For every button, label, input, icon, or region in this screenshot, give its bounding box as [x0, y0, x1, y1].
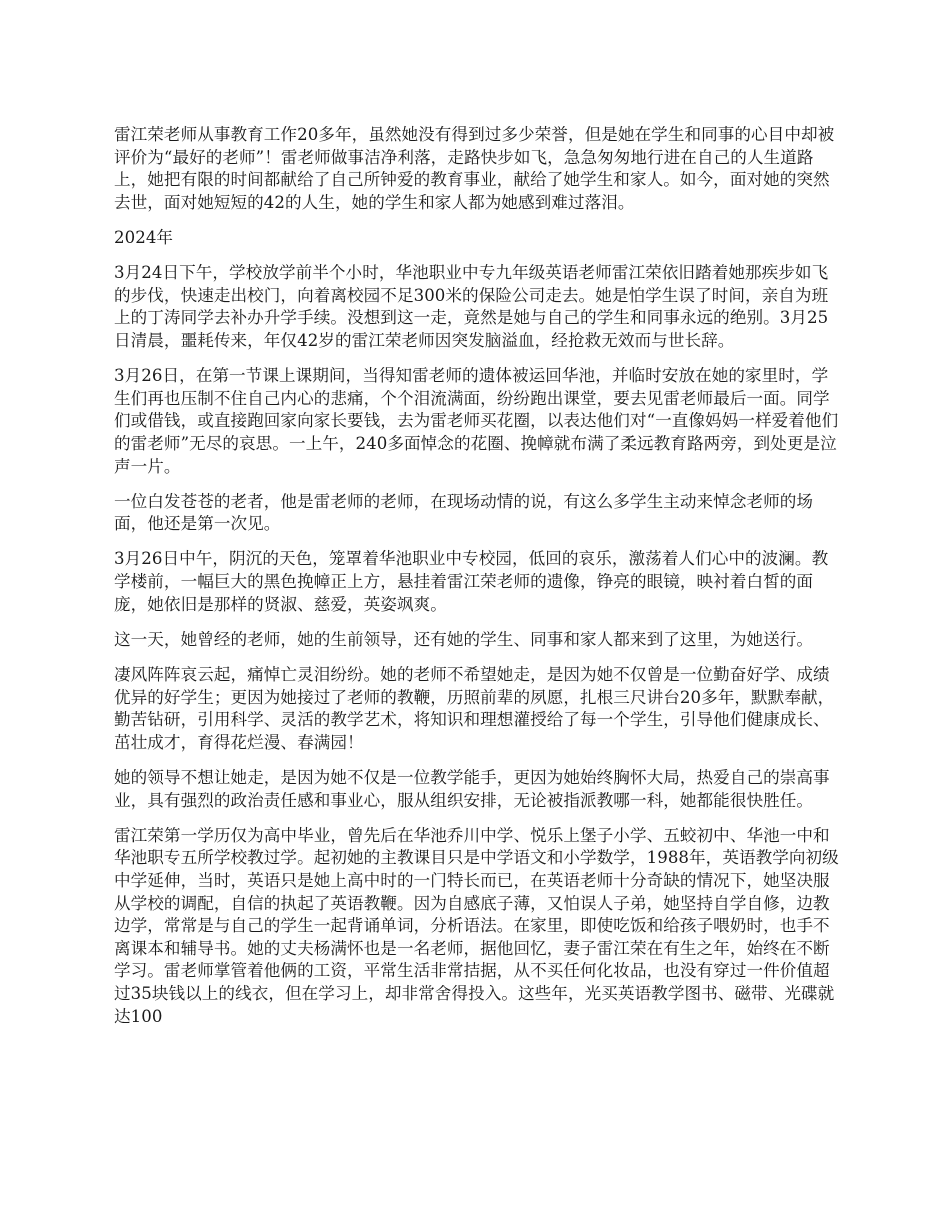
paragraph-teacher-tribute: 凄风阵阵哀云起，痛悼亡灵泪纷纷。她的老师不希望她走，是因为她不仅曾是一位勤奋好学、成绩优异的好学生；更因为她接过了老师的教鞭，历照前辈的夙愿，扎根三尺讲台20多年，默默奉献，勤苦钻研，引用科学、灵活的教学艺术，将知识和理想灌授给了每一个学生，引导他们健康成长、茁壮成才，育得花烂漫、春满园！: [114, 665, 835, 752]
paragraph-year: 2024年: [114, 227, 174, 247]
paragraph-march-26-morning: 3月26日，在第一节课上课期间，当得知雷老师的遗体被运回华池，并临时安放在她的家里时，学生们再也压制不住自己内心的悲痛，个个泪流满面，纷纷跑出课堂，要去见雷老师最后一面。同学们或借钱，或直接跑回家向家长要钱，去为雷老师买花圈，以表达他们对“一直像妈妈一样爱着他们的雷老师”无尽的哀思。一上午，240多面悼念的花圈、挽幛就布满了柔远教育路两旁，到处更是泣声一片。: [114, 366, 839, 476]
paragraph-elder-teacher: 一位白发苍苍的老者，他是雷老师的老师，在现场动情的说，有这么多学生主动来悼念老师的场面，他还是第一次见。: [114, 491, 814, 534]
paragraph-march-24: 3月24日下午，学校放学前半个小时，华池职业中专九年级英语老师雷江荣依旧踏着她那疾步如飞的步伐，快速走出校门，向着离校园不足300米的保险公司走去。她是怕学生误了时间，亲自为班上的丁涛同学去补办升学手续。没想到这一走，竟然是她与自己的学生和同事永远的绝别。3月25日清晨，噩耗传来，年仅42岁的雷江荣老师因突发脑溢血，经抢救无效而与世长辞。: [114, 263, 829, 350]
paragraph-march-26-noon: 3月26日中午，阴沉的天色，笼罩着华池职业中专校园，低回的哀乐，激荡着人们心中的波澜。教学楼前，一幅巨大的黑色挽幛正上方，悬挂着雷江荣老师的遗像，铮亮的眼镜，映衬着白皙的面庞，她依旧是那样的贤淑、慈爱，英姿飒爽。: [114, 549, 829, 614]
paragraph-leader-tribute: 她的领导不想让她走，是因为她不仅是一位教学能手，更因为她始终胸怀大局，热爱自己的崇高事业，具有强烈的政治责任感和事业心，服从组织安排，无论被指派教哪一科，她都能很快胜任。: [114, 768, 830, 810]
paragraph-farewell: 这一天，她曾经的老师，她的生前领导，还有她的学生、同事和家人都来到了这里，为她送行。: [114, 629, 814, 649]
paragraph-biography: 雷江荣第一学历仅为高中毕业，曾先后在华池乔川中学、悦乐上堡子小学、五蛟初中、华池一中和华池职专五所学校教过学。起初她的主教课目只是中学语文和小学数学，1988年，英语教学向初级中学延伸，当时，英语只是她上高中时的一门特长而已，在英语老师十分奇缺的情况下，她坚决服从学校的调配，自信的执起了英语教鞭。因为自感底子薄，又怕误人子弟，她坚持自学自修，边教边学，常常是与自己的学生一起背诵单词，分析语法。在家里，即使吃饭和给孩子喂奶时，也手不离课本和辅导书。她的丈夫杨满怀也是一名老师，据他回忆，妻子雷江荣在有生之年，始终在不断学习。雷老师掌管着他俩的工资，平常生活非常拮据，从不买任何化妆品，也没有穿过一件价值超过35块钱以上的线衣，但在学习上，却非常舍得投入。这些年，光买英语教学图书、磁带、光碟就达100: [114, 825, 839, 1026]
paragraph-intro: 雷江荣老师从事教育工作20多年，虽然她没有得到过多少荣誉，但是她在学生和同事的心目中却被评价为“最好的老师”！雷老师做事洁净利落，走路快步如飞，急急匆匆地行进在自己的人生道路上，她把有限的时间都献给了自己所钟爱的教育事业，献给了她学生和家人。如今，面对她的突然去世，面对她短短的42的人生，她的学生和家人都为她感到难过落泪。: [114, 125, 835, 212]
article-body: [114, 124, 844, 1041]
